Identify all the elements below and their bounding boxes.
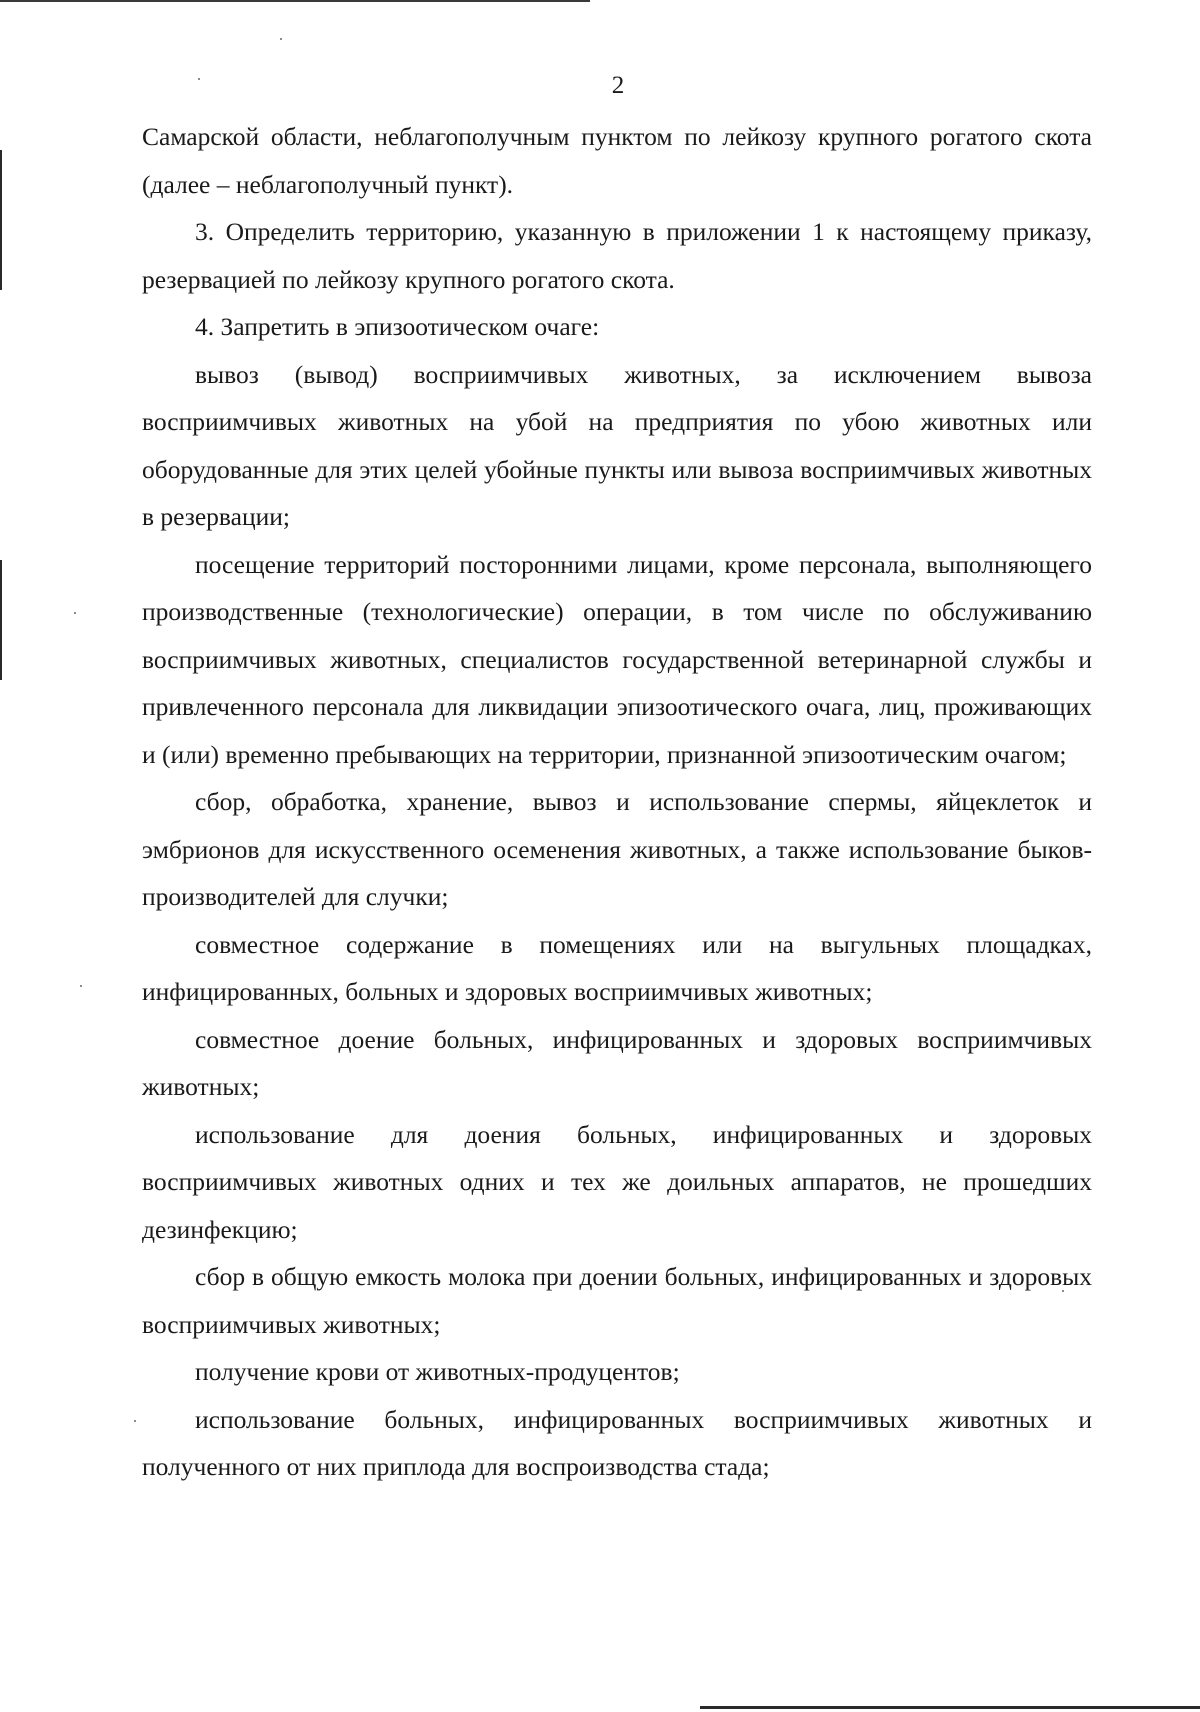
paragraph: 3. Определить территорию, указанную в приложении 1 к настоящему приказу, резервацией по лейкозу крупного рогатого скота. — [142, 217, 1092, 294]
scan-edge-left-lower — [0, 560, 2, 680]
paragraph: получение крови от животных-продуцентов; — [195, 1357, 680, 1386]
paragraph: использование больных, инфицированных восприимчивых животных и полученного от них приплода для воспроизводства стада; — [142, 1404, 1092, 1481]
paragraph: использование для доения больных, инфицированных и здоровых восприимчивых животных одних и тех же доильных аппаратов, не прошедших дезинфекцию; — [142, 1119, 1092, 1244]
paragraph: сбор, обработка, хранение, вывоз и использование спермы, яйцеклеток и эмбрионов для искусственного осеменения животных, а также использование быков-производителей для случки; — [142, 787, 1092, 911]
scan-edge-top — [0, 0, 590, 2]
scan-speck — [80, 985, 82, 987]
page-number: 2 — [611, 72, 625, 99]
paragraph: 4. Запретить в эпизоотическом очаге: — [195, 312, 600, 341]
scan-speck — [74, 612, 76, 614]
paragraph: посещение территорий посторонними лицами, кроме персонала, выполняющего производственные (технологические) операции, в том числе по обслуживанию восприимчивых животных, специалистов государственной ветеринарной службы и привлеченного персонала для ликвидации эпизоотического очага, лиц, проживающих и (или) временно пребывающих на территории, признанной эпизоотическим очагом; — [142, 549, 1092, 769]
document-body — [142, 113, 1092, 1491]
scan-speck — [134, 1420, 136, 1422]
paragraph: Самарской области, неблагополучным пунктом по лейкозу крупного рогатого скота (далее – неблагополучный пункт). — [142, 122, 1092, 199]
paragraph: совместное содержание в помещениях или на выгульных площадках, инфицированных, больных и здоровых восприимчивых животных; — [142, 929, 1092, 1006]
paragraph: вывоз (вывод) восприимчивых животных, за исключением вывоза восприимчивых животных на убой на предприятия по убою животных или оборудованные для этих целей убойные пункты или вывоза восприимчивых животных в резервации; — [142, 359, 1092, 531]
scan-speck — [280, 38, 282, 40]
scan-edge-bottom — [700, 1706, 1200, 1709]
scan-edge-left-upper — [0, 150, 2, 290]
paragraph: совместное доение больных, инфицированных и здоровых восприимчивых животных; — [142, 1024, 1092, 1101]
paragraph: сбор в общую емкость молока при доении больных, инфицированных и здоровых восприимчивых животных; — [142, 1262, 1092, 1339]
